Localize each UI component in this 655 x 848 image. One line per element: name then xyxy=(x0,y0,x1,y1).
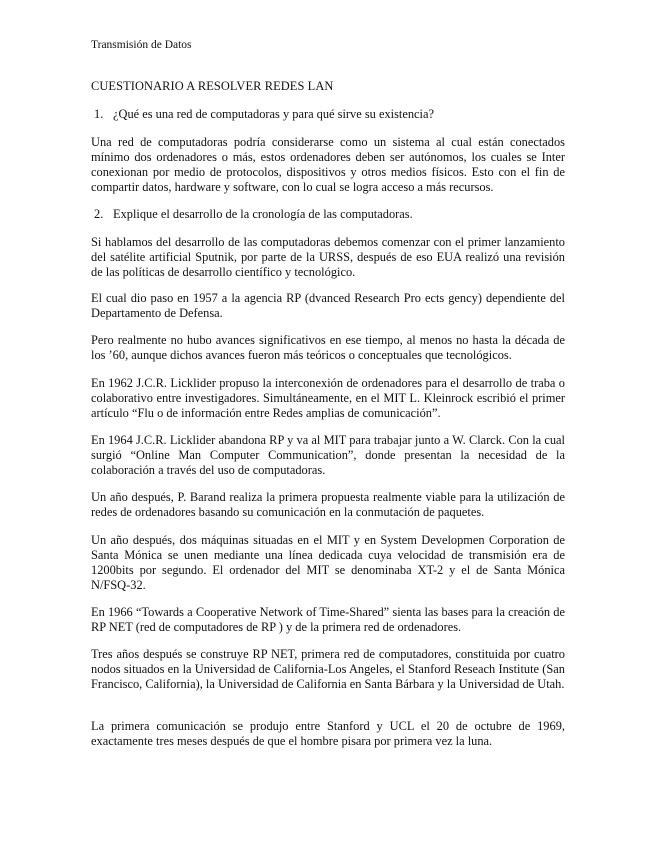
question-1 xyxy=(94,107,574,122)
paragraph-60s: Pero realmente no hubo avances significativos en ese tiempo, al menos no hasta la década de los ’60, aunque dichos avances fueron más teóricos o conceptuales que tecnológicos. xyxy=(91,333,565,362)
paragraph-arpa-1957: El cual dio paso en 1957 a la agencia RP (dvanced Research Pro ects gency) dependiente del Departamento de Defensa. xyxy=(91,291,565,320)
paragraph-1962: En 1962 J.C.R. Licklider propuso la interconexión de ordenadores para el desarrollo de traba o colaborativo entre investigadores. Simultáneamente, en el MIT L. Kleinrock escribió el primer artículo “Flu o de información entre Redes amplias de comunicación”. xyxy=(91,376,565,420)
paragraph-sputnik: Si hablamos del desarrollo de las computadoras debemos comenzar con el primer lanzamiento del satélite artificial Sputnik, por parte de la URSS, después de eso EUA realizó una revisión de las políticas de desarrollo científico y tecnológico. xyxy=(91,235,565,279)
paragraph-1966: En 1966 “Towards a Cooperative Network of Time-Shared” sienta las bases para la creación de RP NET (red de computadores de RP ) y de la primera red de ordenadores. xyxy=(91,605,565,634)
paragraph-first-communication: La primera comunicación se produjo entre Stanford y UCL el 20 de octubre de 1969, exactamente tres meses después de que el hombre pisara por primera vez la luna. xyxy=(91,719,565,748)
question-number: 1. xyxy=(94,107,104,121)
paragraph-mit-santa-monica: Un año después, dos máquinas situadas en el MIT y en System Developmen Corporation de Santa Mónica se unen mediante una línea dedicada cuya velocidad de transmisión era de 1200bits por segundo. El ordenador del MIT se denominaba XT-2 y el de Santa Mónica N/FSQ-32. xyxy=(91,533,565,592)
paragraph-arpanet: Tres años después se construye RP NET, primera red de computadores, constituida por cuatro nodos situados en la Universidad de California-Los Angeles, el Stanford Reseach Institute (San Francisco, California), la Universidad de California en Santa Bárbara y la Universidad de Utah. xyxy=(91,647,565,691)
question-text: Explique el desarrollo de la cronología de las computadoras. xyxy=(113,207,413,221)
question-text: ¿Qué es una red de computadoras y para qué sirve su existencia? xyxy=(113,107,434,121)
paragraph-barand: Un año después, P. Barand realiza la primera propuesta realmente viable para la utilización de redes de ordenadores basando su comunicación en la conmutación de paquetes. xyxy=(91,490,565,519)
page-header: Transmisión de Datos xyxy=(91,39,192,51)
paragraph-network-definition: Una red de computadoras podría considerarse como un sistema al cual están conectados mínimo dos ordenadores o más, estos ordenadores deben ser autónomos, los cuales se Inter conexionan por medio de protocolos, dispositivos y otros medios físicos. Esto con el fin de compartir datos, hardware y software, con lo cual se logra acceso a más recursos. xyxy=(91,135,565,194)
paragraph-1964: En 1964 J.C.R. Licklider abandona RP y va al MIT para trabajar junto a W. Clarck. Con la cual surgió “Online Man Computer Communication”, donde presentan la necesidad de la colaboración a través del uso de computadoras. xyxy=(91,433,565,477)
page-title: CUESTIONARIO A RESOLVER REDES LAN xyxy=(91,79,334,93)
question-number: 2. xyxy=(94,207,104,221)
question-2 xyxy=(94,207,574,222)
